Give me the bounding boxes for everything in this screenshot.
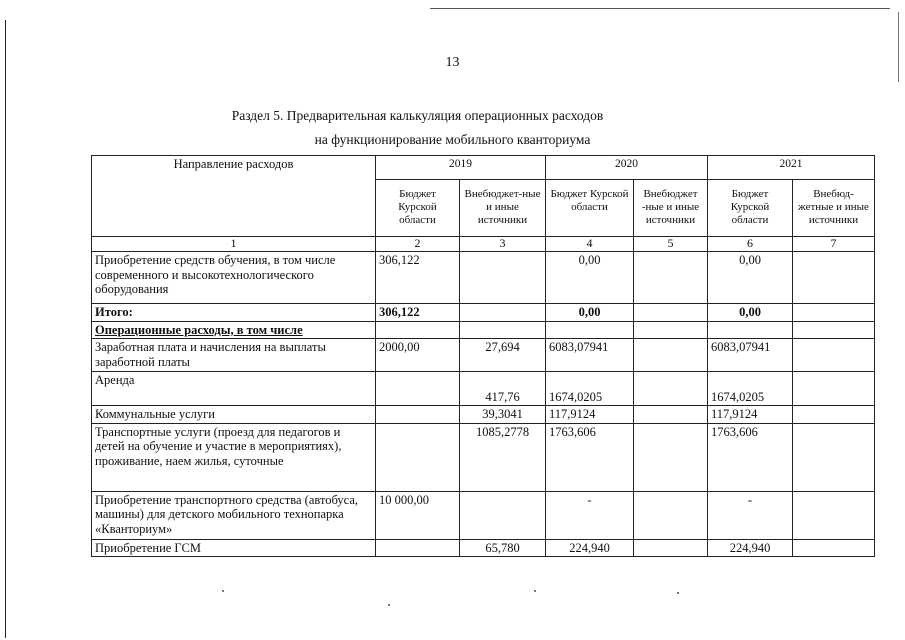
cell-value xyxy=(634,423,708,491)
section-title: Раздел 5. Предварительная калькуляция операционных расходов xyxy=(231,108,604,123)
subheader-extra-2020: Внебюджет -ные и иные источники xyxy=(634,180,708,237)
cell-value xyxy=(460,252,546,304)
table-row xyxy=(92,406,875,424)
cell-value xyxy=(460,304,546,322)
cell-value: 39,3041 xyxy=(460,406,546,424)
cell-value xyxy=(634,491,708,539)
row-label: Заработная плата и начисления на выплаты заработной платы xyxy=(92,339,376,372)
row-label: Приобретение транспортного средства (автобуса, машины) для детского мобильного технопарка «Кванториум» xyxy=(92,491,376,539)
row-label: Итого: xyxy=(92,304,376,322)
subheader-extra-2021: Внебюд-жетные и иные источники xyxy=(793,180,875,237)
row-label: Приобретение ГСМ xyxy=(92,539,376,557)
cell-value: 6083,07941 xyxy=(546,339,634,372)
subheader-budget-2021: Бюджет Курской области xyxy=(708,180,793,237)
cell-value: 306,122 xyxy=(376,252,460,304)
cell-value xyxy=(376,539,460,557)
expense-table xyxy=(91,155,875,557)
year-2019: 2019 xyxy=(376,156,546,180)
column-number: 7 xyxy=(793,237,875,252)
cell-value xyxy=(376,406,460,424)
column-number: 4 xyxy=(546,237,634,252)
cell-value: 1674,0205 xyxy=(546,372,634,406)
subheader-budget-2019: Бюджет Курской области xyxy=(376,180,460,237)
cell-value xyxy=(634,339,708,372)
cell-value: 417,76 xyxy=(460,372,546,406)
cell-value: - xyxy=(708,491,793,539)
table-row xyxy=(92,339,875,372)
cell-value: 6083,07941 xyxy=(708,339,793,372)
scan-edge-top xyxy=(430,8,890,9)
table-row xyxy=(92,539,875,557)
scan-speck xyxy=(388,604,390,606)
cell-value: 2000,00 xyxy=(376,339,460,372)
table-row-total xyxy=(92,304,875,322)
cell-value: 1674,0205 xyxy=(708,372,793,406)
column-number-row xyxy=(92,237,875,252)
cell-value: 0,00 xyxy=(708,304,793,322)
table-row xyxy=(92,491,875,539)
subheader-extra-2019: Внебюджет-ные и иные источники xyxy=(460,180,546,237)
cell-value: 1763,606 xyxy=(708,423,793,491)
cell-value: 224,940 xyxy=(708,539,793,557)
cell-value xyxy=(793,491,875,539)
row-label: Коммунальные услуги xyxy=(92,406,376,424)
cell-value: 65,780 xyxy=(460,539,546,557)
cell-value xyxy=(634,406,708,424)
row-label: Аренда xyxy=(92,372,376,406)
cell-value xyxy=(793,304,875,322)
scan-speck xyxy=(534,590,536,592)
cell-value xyxy=(634,304,708,322)
subheader-budget-2020: Бюджет Курской области xyxy=(546,180,634,237)
cell-value: 1085,2778 xyxy=(460,423,546,491)
row-label: Транспортные услуги (проезд для педагогов и детей на обучение и участие в мероприятиях), проживание, наем жилья, суточные xyxy=(92,423,376,491)
cell-value: 1763,606 xyxy=(546,423,634,491)
table-row xyxy=(92,423,875,491)
scan-speck xyxy=(677,592,679,594)
cell-value xyxy=(793,252,875,304)
table-section-row xyxy=(92,321,875,339)
cell-value: 10 000,00 xyxy=(376,491,460,539)
cell-value xyxy=(634,372,708,406)
cell-value xyxy=(793,372,875,406)
row-label: Операционные расходы, в том числе xyxy=(92,321,376,339)
cell-value: 117,9124 xyxy=(708,406,793,424)
column-number: 1 xyxy=(92,237,376,252)
year-2020: 2020 xyxy=(546,156,708,180)
cell-value: 0,00 xyxy=(546,252,634,304)
scan-speck xyxy=(222,590,224,592)
cell-value xyxy=(376,372,460,406)
cell-value: 27,694 xyxy=(460,339,546,372)
column-number: 6 xyxy=(708,237,793,252)
table-row xyxy=(92,372,875,406)
cell-value: 224,940 xyxy=(546,539,634,557)
page-number: 13 xyxy=(445,55,460,70)
section-subtitle: на функционирование мобильного кванториума xyxy=(314,132,591,147)
cell-value: 117,9124 xyxy=(546,406,634,424)
cell-value xyxy=(793,406,875,424)
cell-value xyxy=(793,423,875,491)
scan-edge-right xyxy=(898,12,899,82)
column-number: 3 xyxy=(460,237,546,252)
table-row xyxy=(92,252,875,304)
cell-value: 306,122 xyxy=(376,304,460,322)
year-2021: 2021 xyxy=(708,156,875,180)
cell-value xyxy=(634,252,708,304)
cell-value: - xyxy=(546,491,634,539)
header-direction: Направление расходов xyxy=(92,156,376,237)
cell-value xyxy=(634,539,708,557)
column-number: 2 xyxy=(376,237,460,252)
cell-value xyxy=(376,423,460,491)
row-label: Приобретение средств обучения, в том числе современного и высокотехнологического оборудования xyxy=(92,252,376,304)
cell-value: 0,00 xyxy=(708,252,793,304)
cell-value xyxy=(460,491,546,539)
cell-value xyxy=(793,539,875,557)
column-number: 5 xyxy=(634,237,708,252)
cell-value: 0,00 xyxy=(546,304,634,322)
cell-value xyxy=(793,339,875,372)
